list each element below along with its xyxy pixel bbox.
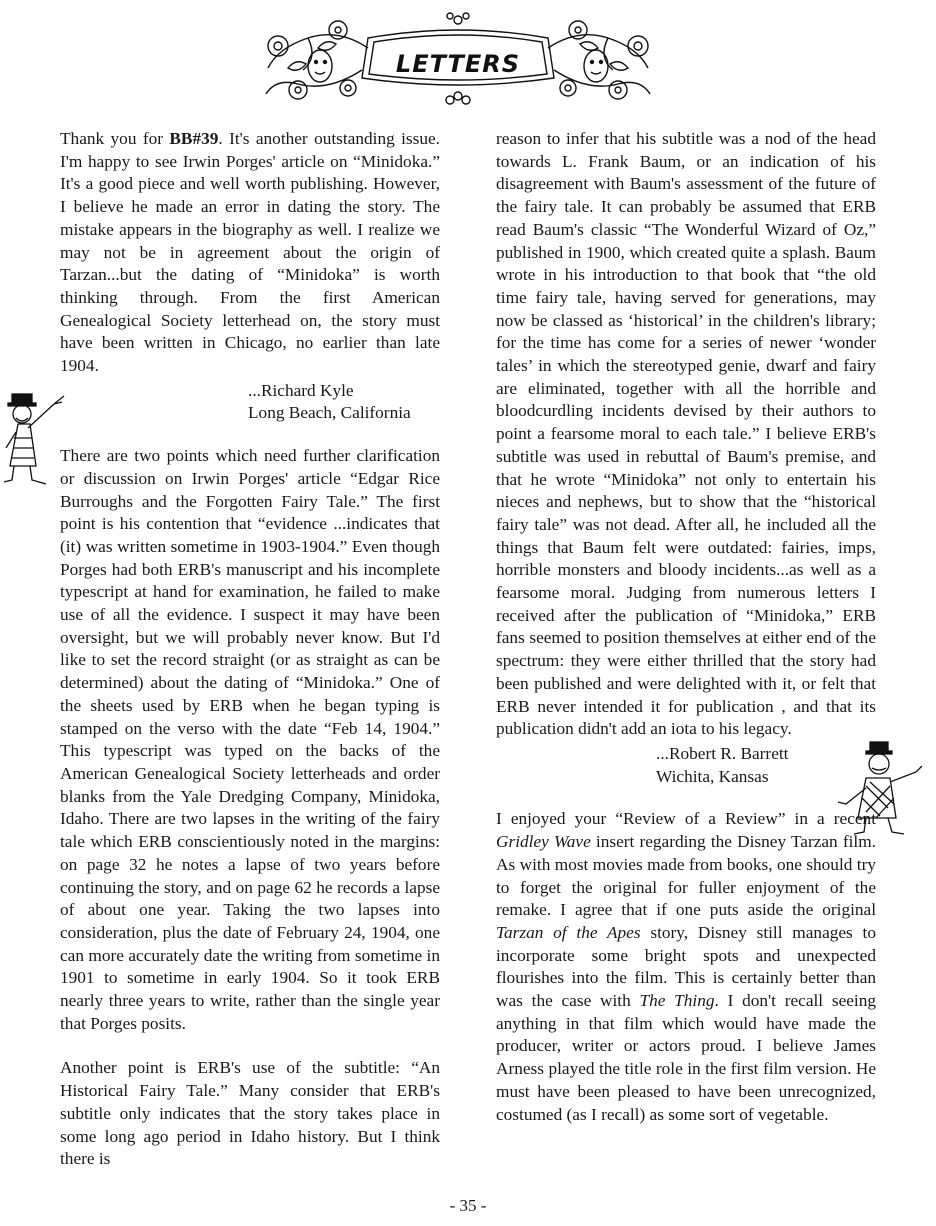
- letters-banner: [248, 8, 668, 108]
- letter-barrett-paragraph-1: There are two points which need further clarification or discussion on Irwin Porges' article “Edgar Rice Burroughs and the Forgotten Fairy Tale.” The first point is his contention that “evidence ...indicates that (it) was written sometime in 1903-1904.” Even though Porges had both ERB's manuscript and his incomplete typescript at hand for examination, he failed to make use of all the evidence. I suspect it may have been oversight, but we will probably never know. But I'd like to set the record straight (or as straight as can be determined) about the dating of “Minidoka.” One of the sheets used by ERB when he began typing is stamped on the verso with the date “Feb 14, 1904.” This typescript was typed on the backs of the American Genealogical Society letterheads and order blanks from the Yale Dredging Company, Minidoka, Idaho. There are two lapses in the writing of the fairy tale which ERB conscientiously noted in the margins: on page 32 he notes a lapse of two years before continuing the story, and on page 62 he records a lapse of about one year. Taking the two lapses into consideration, plus the date of February 24, 1904, one can more accurately date the writing from sometime in 1901 to sometime in early 1904. So it took ERB nearly three years to write, rather than the single year that Porges posits.: [60, 446, 440, 1033]
- letter-kyle-signature: [248, 380, 440, 425]
- pointing-man-cartoon-icon: [2, 388, 72, 494]
- issue-reference: BB#39: [169, 129, 219, 148]
- left-column: [60, 128, 440, 1171]
- italic-title: The Thing: [639, 991, 715, 1011]
- signature-place: Wichita, Kansas: [656, 766, 769, 786]
- italic-title: Gridley Wave: [496, 832, 591, 852]
- page-number: - 35 -: [449, 1196, 487, 1215]
- right-column: [496, 128, 876, 1126]
- letter-third-body: I enjoyed your “Review of a Review” in a recent Gridley Wave insert regarding the Disney Tarzan film. As with most movies made from books, one should try to forget the original for fuller enjoyment of the remake. I agree that if one puts aside the original Tarzan of the Apes story, Disney still manages to incorporate some bright spots and unexpected flourishes into the film. This is certainly better than was the case with The Thing. I don't recall seeing anything in that film which would have made the producer, writer or actors proud. I believe James Arness played the title role in the first film version. He must have been pleased to have been unrecognized, costumed (as I recall) as some sort of vegetable.: [496, 809, 877, 1124]
- signature-place: Long Beach, California: [248, 403, 411, 423]
- italic-title: Tarzan of the Apes: [496, 922, 641, 942]
- letter-barrett-paragraph-2: Another point is ERB's use of the subtitle: “An Historical Fairy Tale.” Many consider that ERB's subtitle only indicates that the story takes place in some long ago period in Idaho history. But I think there is: [60, 1058, 440, 1169]
- letter-kyle-body: Thank you for BB#39. It's another outstanding issue. I'm happy to see Irwin Porges' article on “Minidoka.” It's a good piece and well worth publishing. However, I believe he made an error in dating the story. The mistake appears in the biography as well. I realize we may not be in agreement about the origin of Tarzan...but the dating of “Minidoka” is worth thinking through. From the first American Genealogical Society letterhead on, the story must have been written in Chicago, no earlier than late 1904.: [60, 129, 440, 376]
- waving-man-cartoon-icon: [836, 738, 926, 838]
- signature-name: ...Robert R. Barrett: [656, 743, 789, 763]
- signature-name: ...Richard Kyle: [248, 380, 354, 400]
- letter-barrett-paragraph-2-continued: reason to infer that his subtitle was a nod of the head towards L. Frank Baum, or an indication of his disagreement with Baum's assessment of the future of the fairy tale. It can probably be assumed that ERB read Baum's classic “The Wonderful Wizard of Oz,” published in 1900, which created quite a splash. Baum wrote in his introduction to that book that “the old time fairy tale, having served for generations, may now be classed as ‘historical’ in the children's library; for the time has come for a series of newer ‘wonder tales’ in which the stereotyped genie, dwarf and fairy are eliminated, together with all the horrible and bloodcurdling incidents devised by their authors to point a fearsome moral to each tale.” I believe ERB's subtitle was used in rebuttal of Baum's premise, and that he wrote “Minidoka” not only to entertain his nieces and nephews, but to show that the “historical fairy tale” was not dead. After all, he included all the things that Baum felt were outdated: fairies, imps, horrible monsters and bloody incidents...as well as a fearsome moral. Judging from numerous letters I received after the publication of “Minidoka,” ERB fans seemed to position themselves at either end of the spectrum: they were either thrilled that the story had been published and were delighted with it, or felt that ERB never intended it for publication , and that its publication didn't add an iota to his legacy.: [496, 129, 876, 739]
- section-title: LETTERS: [395, 50, 521, 78]
